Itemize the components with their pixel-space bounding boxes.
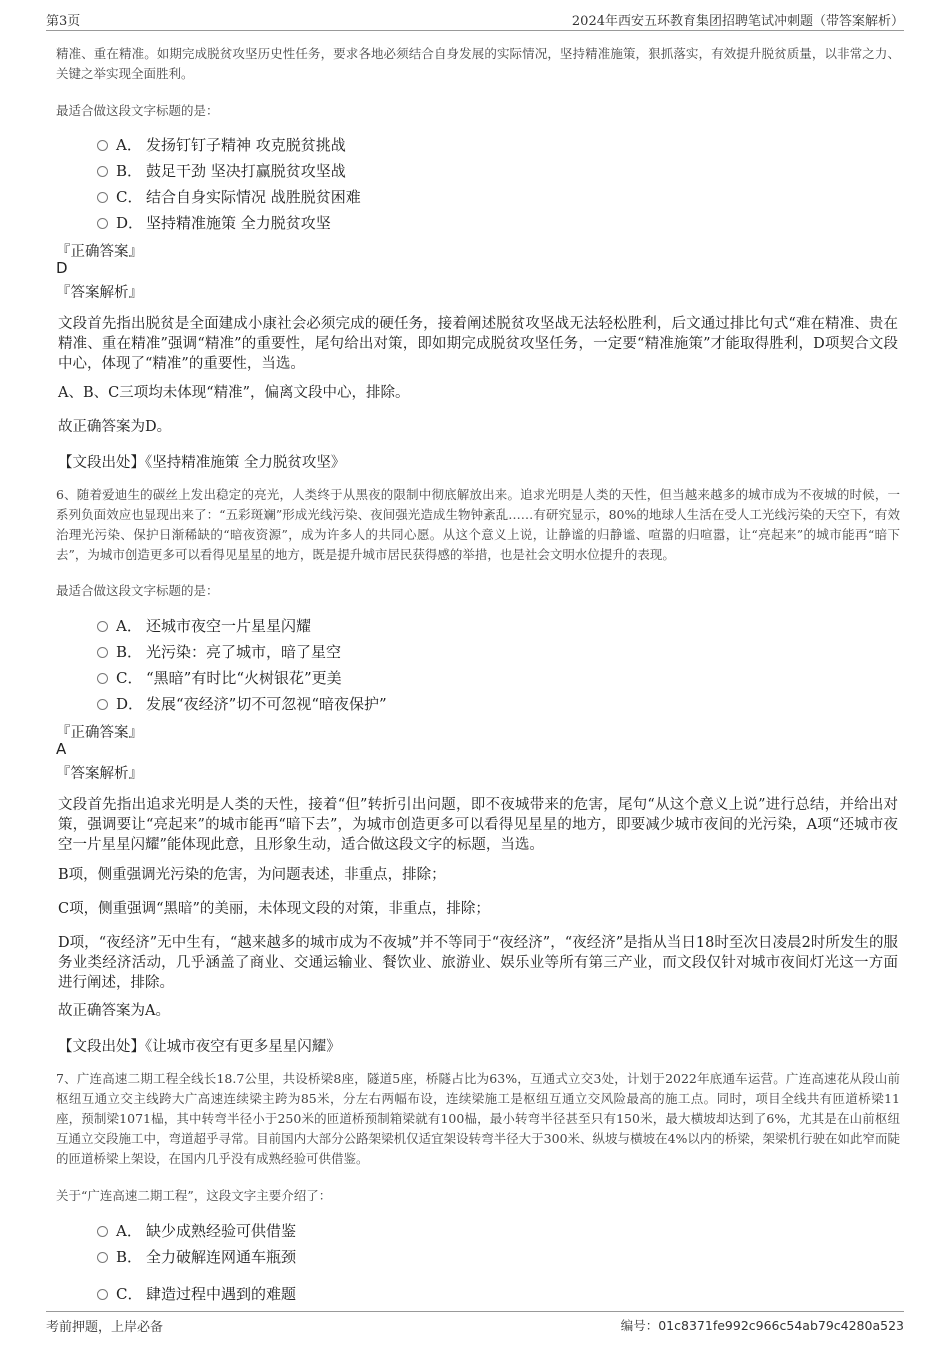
q5-option-b[interactable]: B． 鼓足干劲 坚决打赢脱贫攻坚战 (97, 160, 346, 181)
radio-button[interactable] (97, 1252, 108, 1263)
q6-option-a[interactable]: A． 还城市夜空一片星星闪耀 (97, 615, 311, 636)
q6-analysis-p4: D项，“夜经济”无中生有，“越来越多的城市成为不夜城”并不等同于“夜经济”，“夜经济”是指从当日18时至次日凌晨2时所发生的服务业类经济活动，几乎涵盖了商业、交通运输业、餐饮业、旅游业、娱乐业等所有第三产业，而文段仅针对城市夜间灯光这一方面进行阐述，排除。 (58, 935, 898, 991)
radio-button[interactable] (97, 621, 108, 632)
q6-answer: A (56, 740, 67, 758)
q6-option-b[interactable]: B． 光污染：亮了城市，暗了星空 (97, 641, 341, 662)
q7-option-a[interactable]: A． 缺少成熟经验可供借鉴 (97, 1220, 296, 1241)
q6-passage: 6、随着爱迪生的碳丝上发出稳定的亮光，人类终于从黑夜的限制中彻底解放出来。追求光明是人类的天性，但当越来越多的城市成为不夜城的时候，一系列负面效应也显现出来了：“五彩斑斓”形成光线污染、夜间强光造成生物钟紊乱……有研究显示，80%的地球人生活在受人工光线污染的天空下，有效治理光污染、保护日渐稀缺的“暗夜资源”，成为许多人的共同心愿。从这个意义上说，让静谧的归静谧、喧嚣的归喧嚣，让“亮起来”的城市能再“暗下去”，为城市创造更多可以看得见星星的地方，既是提升城市居民获得感的举措，也是社会文明水位提升的表现。 (56, 487, 900, 562)
radio-button[interactable] (97, 647, 108, 658)
q6-analysis-p5: 故正确答案为A。 (58, 1003, 170, 1019)
q7-option-c[interactable]: C． 肆造过程中遇到的难题 (97, 1283, 296, 1304)
q5-source: 【文段出处】《坚持精准施策 全力脱贫攻坚》 (58, 455, 346, 471)
radio-button[interactable] (97, 1226, 108, 1237)
serial-value: 01c8371fe992c966c54ab79c4280a523 (658, 1318, 904, 1333)
q6-answer-label: 『正确答案』 (56, 725, 143, 741)
q6-analysis-p3: C项，侧重强调“黑暗”的美丽，未体现文段的对策，非重点，排除； (58, 901, 490, 917)
serial-number (621, 1316, 904, 1334)
radio-button[interactable] (97, 140, 108, 151)
q5-analysis-p3: 故正确答案为D。 (58, 419, 172, 435)
q6-analysis-p2: B项，侧重强调光污染的危害，为问题表述，非重点，排除； (58, 867, 446, 883)
q5-option-a[interactable]: A． 发扬钉钉子精神 攻克脱贫挑战 (97, 134, 346, 155)
radio-button[interactable] (97, 192, 108, 203)
q7-option-b[interactable]: B． 全力破解连网通车瓶颈 (97, 1246, 296, 1267)
q5-prompt: 最适合做这段文字标题的是： (56, 103, 219, 118)
q5-option-d[interactable]: D． 坚持精准施策 全力脱贫攻坚 (97, 212, 331, 233)
q5-answer: D (56, 259, 68, 277)
q7-prompt: 关于“广连高速二期工程”，这段文字主要介绍了： (56, 1188, 332, 1203)
q6-source: 【文段出处】《让城市夜空有更多星星闪耀》 (58, 1039, 341, 1055)
page-number: 第3页 (46, 14, 81, 29)
q5-analysis-p1: 文段首先指出脱贫是全面建成小康社会必须完成的硬任务，接着阐述脱贫攻坚战无法轻松胜利，后文通过排比句式“难在精准、贵在精准、重在精准”强调“精准”的重要性，尾句给出对策，即如期完成脱贫攻坚任务，一定要“精准施策”才能取得胜利，D项契合文段中心，体现了“精准”的重要性，当选。 (58, 316, 898, 372)
q5-answer-label: 『正确答案』 (56, 244, 143, 260)
footer-slogan: 考前押题，上岸必备 (46, 1320, 164, 1335)
q6-option-c[interactable]: C． “黑暗”有时比“火树银花”更美 (97, 667, 342, 688)
q6-analysis-label: 『答案解析』 (56, 766, 143, 782)
q6-prompt: 最适合做这段文字标题的是： (56, 583, 219, 598)
radio-button[interactable] (97, 218, 108, 229)
radio-button[interactable] (97, 673, 108, 684)
q6-option-d[interactable]: D． 发展“夜经济”切不可忽视“暗夜保护” (97, 693, 387, 714)
document-title: 2024年西安五环教育集团招聘笔试冲刺题（带答案解析） (571, 14, 904, 29)
q5-option-c[interactable]: C． 结合自身实际情况 战胜脱贫困难 (97, 186, 361, 207)
serial-label: 编号： (620, 1318, 659, 1333)
q5-analysis-p2: A、B、C三项均未体现“精准”，偏离文段中心，排除。 (58, 385, 410, 401)
q6-analysis-p1: 文段首先指出追求光明是人类的天性，接着“但”转折引出问题，即不夜城带来的危害，尾句“从这个意义上说”进行总结，并给出对策，强调要让“亮起来”的城市能再“暗下去”，为城市创造更多可以看得见星星的地方，即要减少城市夜间的光污染，A项“还城市夜空一片星星闪耀”能体现此意，且形象生动，适合做这段文字的标题，当选。 (58, 797, 898, 853)
radio-button[interactable] (97, 166, 108, 177)
radio-button[interactable] (97, 699, 108, 710)
q7-passage: 7、广连高速二期工程全线长18.7公里，共设桥梁8座，隧道5座，桥隧占比为63%，互通式立交3处，计划于2022年底通车运营。广连高速花从段山前枢纽互通立交主线跨大广高速连续梁主跨为85米，分左右两幅布设，连续梁施工是枢纽互通立交风险最高的施工点。同时，项目全线共有匝道桥梁11座，预制梁1071榀，其中转弯半径小于250米的匝道桥预制箱梁就有100榀，最小转弯半径甚至只有150米，最大横坡却达到了6%，尤其是在山前枢纽互通立交段施工中，弯道超乎寻常。目前国内大部分公路架梁机仅适宜架设转弯半径大于300米、纵坡与横坡在4%以内的桥梁，架梁机行驶在如此窄而陡的匝道桥梁上架设，在国内几乎没有成熟经验可供借鉴。 (56, 1071, 900, 1166)
radio-button[interactable] (97, 1289, 108, 1300)
page-header (46, 8, 904, 31)
q5-analysis-label: 『答案解析』 (56, 285, 143, 301)
page-footer (46, 1311, 904, 1336)
q5-passage-tail: 精准、重在精准。如期完成脱贫攻坚历史性任务，要求各地必须结合自身发展的实际情况，坚持精准施策，狠抓落实，有效提升脱贫质量，以非常之力、关键之举实现全面胜利。 (56, 46, 900, 81)
